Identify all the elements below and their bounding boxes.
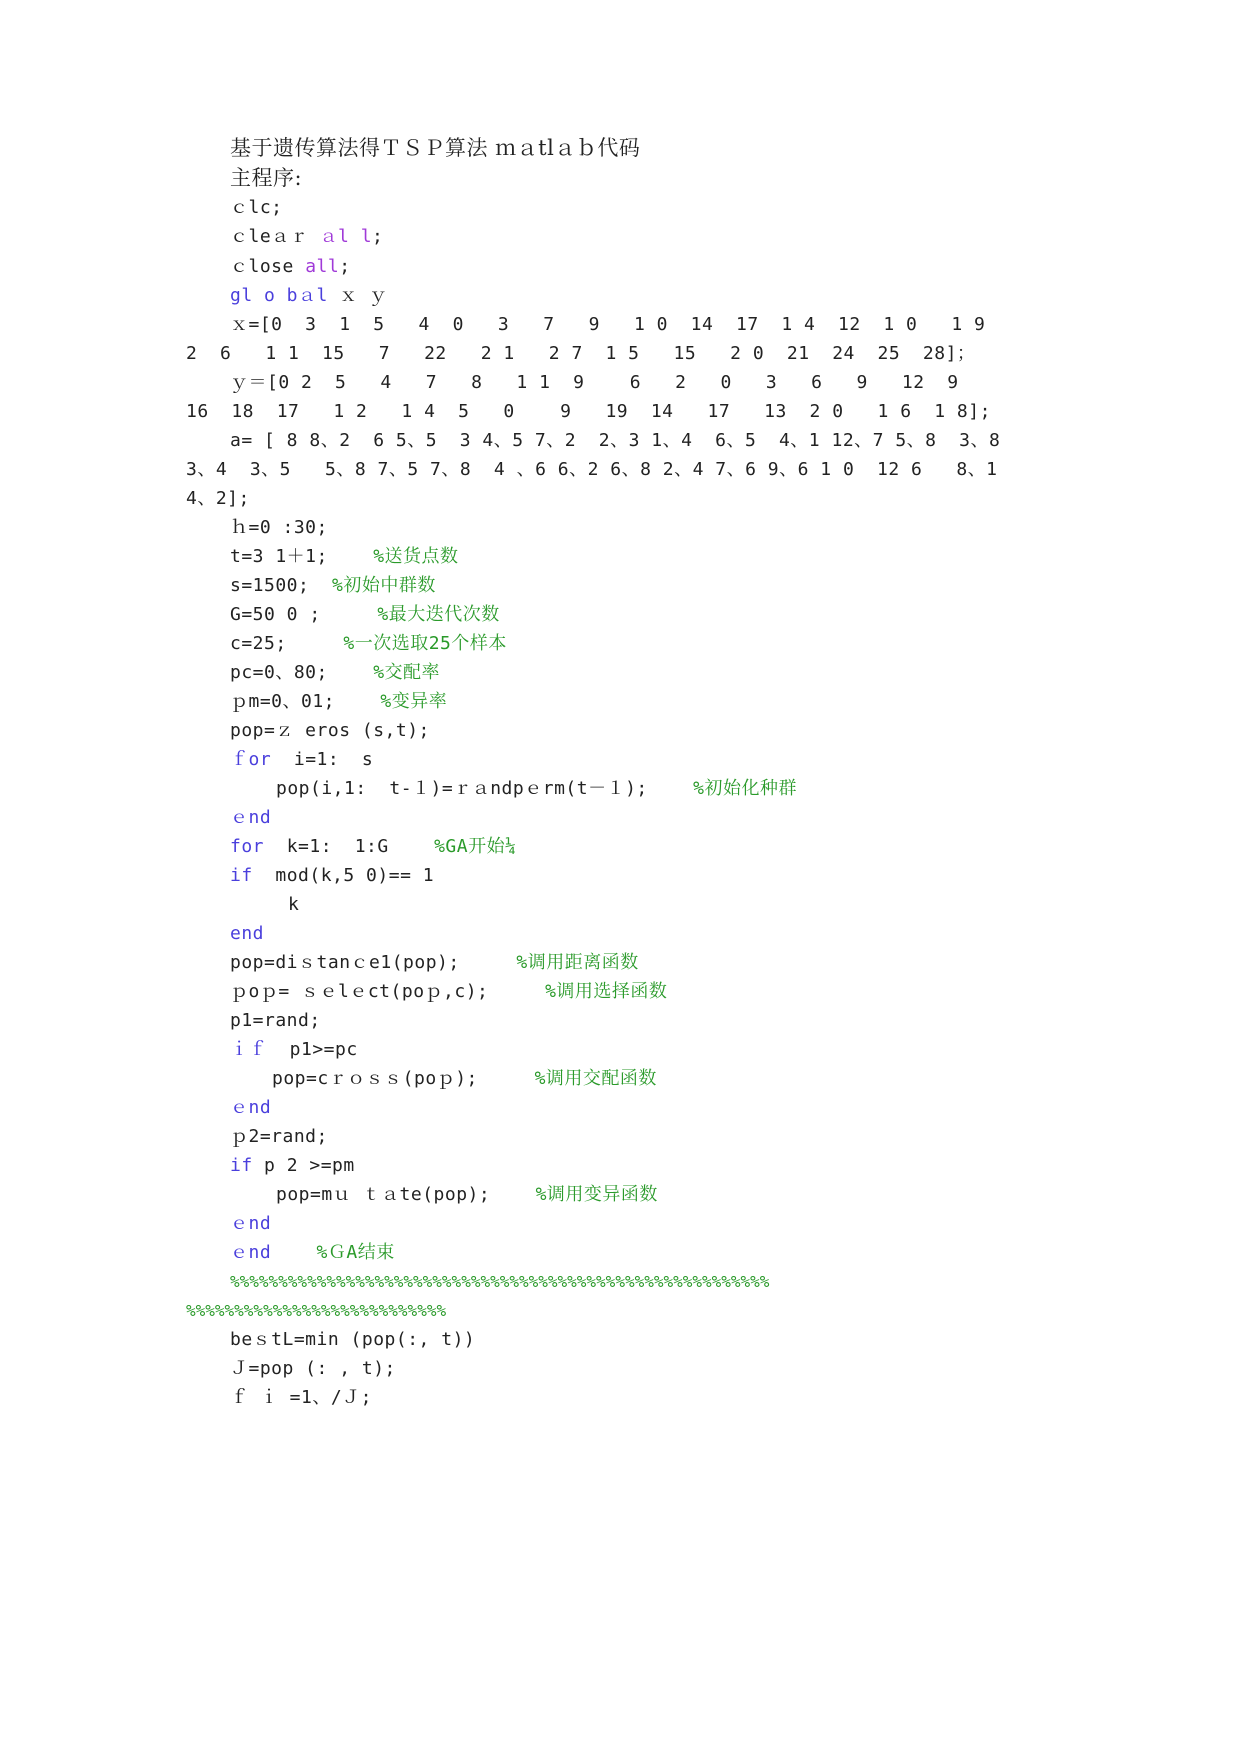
doc-subtitle: 主程序:: [230, 166, 303, 190]
code-line: [230, 950, 639, 976]
code-line: [230, 1153, 355, 1179]
code-line: [230, 747, 373, 773]
code-text: ;: [372, 226, 384, 247]
code-line: [230, 254, 351, 280]
code-line: ｐ2=rand;: [230, 1126, 328, 1147]
code-text: ｐm=0、01;: [230, 691, 381, 712]
string-literal: ａl l: [319, 226, 373, 247]
code-line: [230, 602, 500, 628]
code-text: i=1: s: [271, 749, 374, 770]
code-line: [276, 776, 797, 802]
code-text: ;: [339, 256, 351, 277]
keyword: for: [230, 836, 265, 857]
code-line: [230, 283, 388, 309]
keyword-line: ｅnd: [230, 1097, 272, 1118]
code-line: pop=ｚ eros (s,t);: [230, 720, 430, 741]
comment: %调用变异函数: [535, 1184, 658, 1205]
comment-divider: %%%%%%%%%%%%%%%%%%%%%%%%%%%%%%%%%%%%%%%%%%%%%%%%%%%%%%%%: [230, 1272, 770, 1291]
code-line: [230, 1037, 358, 1063]
keyword: if: [230, 865, 253, 886]
keyword-line: ｅnd: [230, 1213, 272, 1234]
code-text: k=1: 1:G: [264, 836, 435, 857]
code-line: [230, 544, 459, 570]
code-line: [230, 224, 383, 250]
comment: %调用距离函数: [516, 952, 639, 973]
comment-divider: %%%%%%%%%%%%%%%%%%%%%%%%%%%: [186, 1301, 447, 1320]
comment: %送货点数: [373, 546, 459, 567]
code-text: mod(k,5 0)== 1: [252, 865, 435, 886]
code-text: ｐoｐ= ｓｅlｅct(poｐ,c);: [230, 981, 546, 1002]
code-line: ｘ=[0 3 1 5 4 0 3 7 9 1 0 14 17 1 4 12 1 0 1 9: [230, 314, 986, 335]
code-line: Ｊ=pop (: , t);: [230, 1358, 396, 1379]
keyword: gl o bａl: [230, 285, 328, 306]
doc-title: 基于遗传算法得ＴＳＰ算法 ｍａtlａｂ代码: [230, 136, 641, 160]
comment: %初始中群数: [332, 575, 436, 596]
keyword: ｆor: [230, 749, 272, 770]
code-text: ｃleａｒ: [230, 226, 320, 247]
code-line: 4、2];: [186, 488, 250, 509]
code-line: beｓtL=min (pop(:, t)): [230, 1329, 476, 1350]
code-text: ｃlose: [230, 256, 306, 277]
code-line: [276, 1182, 658, 1208]
code-text: pop(i,1: t-１)=ｒａndpｅrm(t－１);: [276, 778, 694, 799]
keyword-line: ｅnd: [230, 807, 272, 828]
comment: %一次选取25个样本: [343, 633, 507, 654]
keyword: ｅnd: [230, 1242, 317, 1263]
comment: %GA开始¼: [434, 836, 517, 857]
code-line: [230, 660, 440, 686]
code-line: 2 6 1 1 15 7 22 2 1 2 7 1 5 15 2 0 21 24 25 28]；: [186, 343, 976, 364]
code-text: p 2 >=pm: [252, 1155, 355, 1176]
code-text: pop=cｒｏｓｓ(poｐ);: [272, 1068, 535, 1089]
string-literal: all: [305, 256, 340, 277]
keyword-line: end: [230, 923, 265, 944]
code-text: ｘ ｙ: [327, 285, 388, 306]
comment: %ＧA结束: [316, 1242, 395, 1263]
code-line: [230, 689, 447, 715]
code-line: [230, 1240, 395, 1266]
code-line: ｙ＝[0 2 5 4 7 8 1 1 9 6 2 0 3 6 9 12 9: [230, 372, 959, 393]
code-line: [230, 979, 667, 1005]
code-line: [230, 631, 507, 657]
code-line: 16 18 17 1 2 1 4 5 0 9 19 14 17 13 2 0 1 6 1 8];: [186, 401, 991, 422]
keyword: ｉｆ: [230, 1039, 267, 1060]
code-line: 3、4 3、5 5、8 7、5 7、8 4 、6 6、2 6、8 2、4 7、6 9、6 1 0 12 6 8、1: [186, 459, 998, 480]
code-line: p1=rand;: [230, 1010, 321, 1031]
code-line: [230, 834, 516, 860]
comment: %初始化种群: [693, 778, 797, 799]
code-line: k: [288, 894, 300, 915]
code-line: [272, 1066, 657, 1092]
comment: %交配率: [373, 662, 441, 683]
code-text: G=50 0 ;: [230, 604, 378, 625]
code-line: [230, 573, 436, 599]
keyword: if: [230, 1155, 253, 1176]
code-line: ｈ=0 :30;: [230, 517, 328, 538]
code-text: t=3 1＋1;: [230, 546, 374, 567]
comment: %调用交配函数: [534, 1068, 657, 1089]
code-line: a= [ 8 8、2 6 5、5 3 4、5 7、2 2、3 1、4 6、5 4、1 12、7 5、8 3、8: [230, 430, 1001, 451]
code-text: c=25;: [230, 633, 344, 654]
code-line: ｃlc;: [230, 197, 283, 218]
code-line: [230, 863, 434, 889]
code-text: p1>=pc: [267, 1039, 358, 1060]
code-text: pc=0、80;: [230, 662, 374, 683]
comment: %最大迭代次数: [377, 604, 500, 625]
comment: %调用选择函数: [545, 981, 668, 1002]
comment: %变异率: [380, 691, 448, 712]
code-text: s=1500;: [230, 575, 333, 596]
code-text: pop=diｓtanｃe1(pop);: [230, 952, 517, 973]
code-text: pop=mｕ ｔａte(pop);: [276, 1184, 536, 1205]
code-line: ｆ ｉ =1、/Ｊ;: [230, 1387, 373, 1408]
